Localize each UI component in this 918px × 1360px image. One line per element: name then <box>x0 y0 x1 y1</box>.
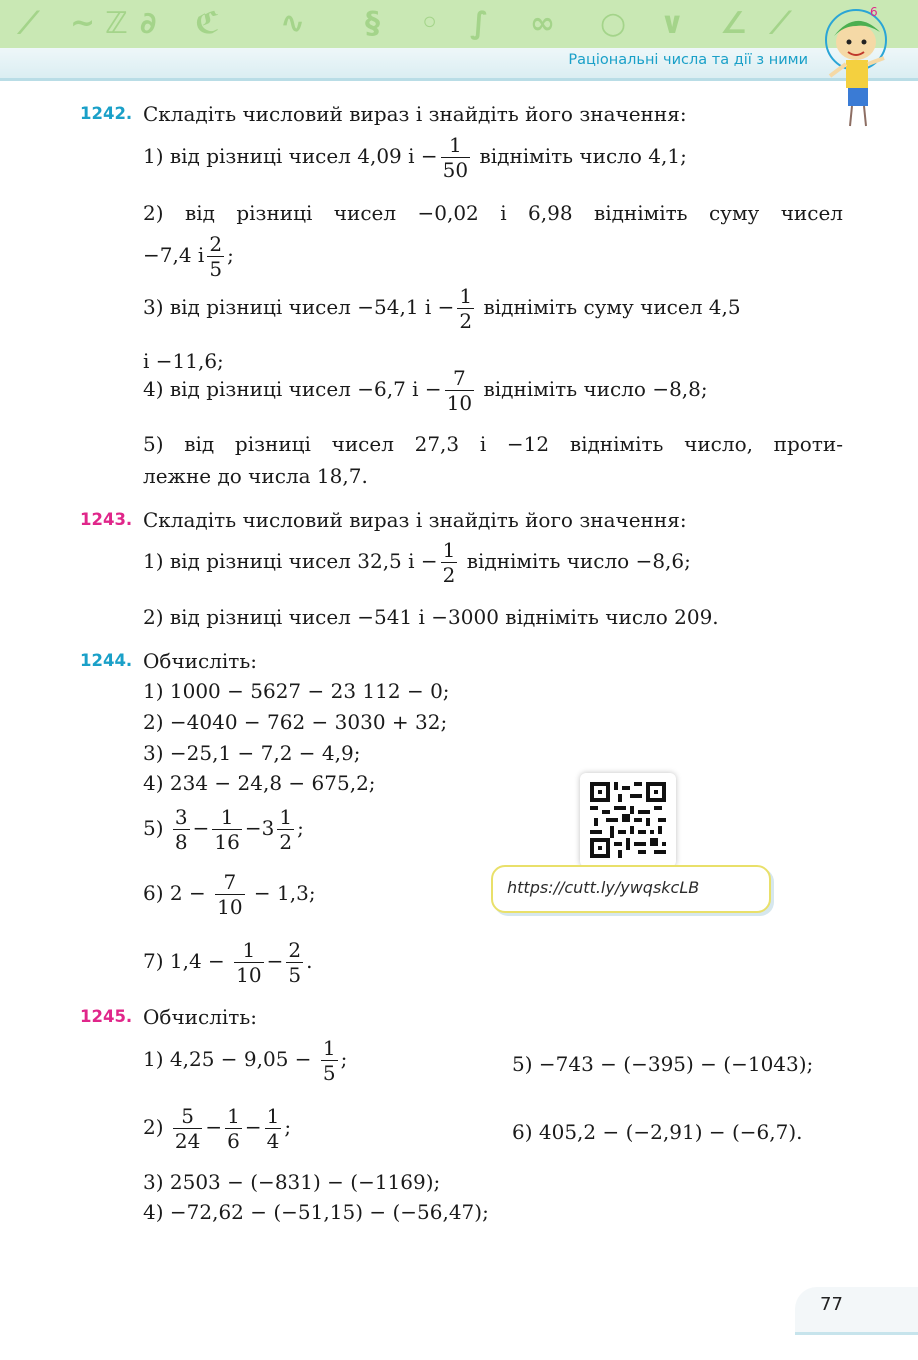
page-number-tab <box>795 1287 918 1335</box>
fraction <box>225 1104 242 1153</box>
exercise-item-cont: лежне до числа 18,7. <box>143 464 368 488</box>
exercise-item: 1) 1000 − 5627 − 23 112 − 0; <box>143 679 450 703</box>
item-text: відніміть число −8,8; <box>483 377 708 401</box>
math-doodle-icon: ℤ <box>105 6 128 41</box>
exercise-item <box>143 366 708 415</box>
exercise-intro: Обчисліть: <box>143 649 257 673</box>
exercise-item: 6) 405,2 − (−2,91) − (−6,7). <box>512 1120 803 1144</box>
operator: − <box>205 1115 223 1139</box>
fraction-denominator: 16 <box>214 830 240 854</box>
qr-link-box[interactable] <box>491 865 771 913</box>
fraction-denominator: 10 <box>217 895 243 919</box>
item-text: 1) 4,25 − 9,05 − <box>143 1047 312 1071</box>
page-number: 77 <box>820 1294 843 1315</box>
fraction-denominator: 8 <box>174 830 188 854</box>
fraction <box>441 133 470 182</box>
operator: −3 <box>244 816 275 840</box>
exercise-number: 1245. <box>80 1007 133 1026</box>
item-text: − 1,3; <box>253 881 316 905</box>
item-text: відніміть суму чисел 4,5 <box>483 295 741 319</box>
exercise-number: 1244. <box>80 651 133 670</box>
exercise-item: 2) −4040 − 762 − 3030 + 32; <box>143 710 448 734</box>
exercise-item: 5) від різниці чисел 27,3 і −12 відніміть число, проти- <box>143 432 843 456</box>
svg-text:6: 6 <box>870 5 878 19</box>
fraction <box>207 232 224 281</box>
fraction-numerator: 1 <box>459 284 473 308</box>
operator: − <box>266 949 284 973</box>
exercise-item <box>143 1104 291 1153</box>
qr-link[interactable]: https://cutt.ly/ywqskcLB <box>507 878 700 897</box>
fraction-numerator: 2 <box>209 232 223 256</box>
header-decorative-band <box>0 0 918 48</box>
boy-mascot-icon <box>818 2 918 132</box>
exercise-item: 3) −25,1 − 7,2 − 4,9; <box>143 741 361 765</box>
fraction-denominator: 2 <box>279 830 293 854</box>
fraction-numerator: 5 <box>181 1104 194 1128</box>
fraction-numerator: 1 <box>220 805 234 829</box>
fraction <box>215 870 244 919</box>
fraction-numerator: 1 <box>227 1104 240 1128</box>
fraction <box>441 538 458 587</box>
exercise-number: 1242. <box>80 104 133 123</box>
fraction-numerator: 2 <box>288 938 302 962</box>
exercise-item <box>143 133 687 182</box>
fraction <box>173 1104 202 1153</box>
exercise-intro: Складіть числовий вираз і знайдіть його значення: <box>143 508 687 532</box>
item-text: 7) 1,4 − <box>143 949 225 973</box>
fraction-numerator: 7 <box>453 366 466 390</box>
exercise-item: 5) −743 − (−395) − (−1043); <box>512 1052 814 1076</box>
chapter-title: Раціональні числа та дії з ними <box>568 52 808 68</box>
qr-code-icon <box>590 782 666 858</box>
exercise-item: 2) від різниці чисел −541 і −3000 відніміть число 209. <box>143 605 719 629</box>
fraction-denominator: 5 <box>288 963 302 987</box>
fraction <box>265 1104 282 1153</box>
fraction-denominator: 4 <box>266 1129 280 1153</box>
item-text: відніміть число 4,1; <box>479 144 687 168</box>
fraction-denominator: 5 <box>209 257 223 281</box>
exercise-intro: Складіть числовий вираз і знайдіть його значення: <box>143 102 687 126</box>
fraction <box>457 284 474 333</box>
exercise-intro: Обчисліть: <box>143 1005 257 1029</box>
fraction-denominator: 24 <box>174 1129 201 1153</box>
math-doodle-icon: ○ <box>600 6 627 41</box>
fraction-numerator: 1 <box>449 133 462 157</box>
exercise-item-cont <box>143 232 234 281</box>
item-text: 6) 2 − <box>143 881 206 905</box>
fraction-numerator: 3 <box>174 805 188 829</box>
fraction <box>445 366 474 415</box>
qr-code-card[interactable] <box>580 773 676 867</box>
item-text: 1) від різниці чисел 32,5 і − <box>143 549 438 573</box>
exercise-item <box>143 805 304 854</box>
item-text: 5) <box>143 816 164 840</box>
item-text: −7,4 і <box>143 243 205 267</box>
fraction-numerator: 1 <box>322 1036 336 1060</box>
exercise-item: 2) від різниці чисел −0,02 і 6,98 відніміть суму чисел <box>143 201 843 225</box>
math-doodle-icon: ∫ <box>470 6 489 41</box>
math-doodle-icon: ∞ <box>530 6 555 41</box>
exercise-item: 4) 234 − 24,8 − 675,2; <box>143 771 376 795</box>
fraction-denominator: 5 <box>322 1061 336 1085</box>
ruler-doodle-icon: ⟋ <box>18 6 39 41</box>
exercise-item <box>143 870 316 919</box>
exercise-item: 4) −72,62 − (−51,15) − (−56,47); <box>143 1200 489 1224</box>
fraction <box>277 805 294 854</box>
fraction-numerator: 1 <box>279 805 293 829</box>
math-doodle-icon: § <box>365 6 380 41</box>
item-text: ; <box>227 243 234 267</box>
operator: − <box>244 1115 262 1139</box>
item-text: відніміть число −8,6; <box>466 549 691 573</box>
math-doodle-icon: ∂ <box>140 6 157 41</box>
exercise-number: 1243. <box>80 510 133 529</box>
item-text: 2) <box>143 1115 164 1139</box>
math-doodle-icon: ∨ <box>660 6 685 41</box>
fraction-numerator: 1 <box>242 938 256 962</box>
operator: − <box>192 816 210 840</box>
math-doodle-icon: ℭ <box>195 6 220 41</box>
item-text: 1) від різниці чисел 4,09 і − <box>143 144 438 168</box>
item-text: ; <box>297 816 304 840</box>
math-doodle-icon: ◦ <box>420 6 440 41</box>
math-doodle-icon: ∿ <box>280 6 306 41</box>
fraction-denominator: 10 <box>446 391 473 415</box>
item-text: 4) від різниці чисел −6,7 і − <box>143 377 442 401</box>
item-text: ; <box>340 1047 348 1071</box>
exercise-item <box>143 538 691 587</box>
exercise-item <box>143 284 741 333</box>
item-text: 3) від різниці чисел −54,1 і − <box>143 295 455 319</box>
fraction <box>212 805 241 854</box>
fraction <box>321 1036 338 1085</box>
fraction <box>286 938 303 987</box>
fraction <box>173 805 190 854</box>
fraction-numerator: 7 <box>223 870 237 894</box>
fraction-denominator: 2 <box>459 309 473 333</box>
fraction-denominator: 2 <box>442 563 456 587</box>
math-doodle-icon: ~ <box>70 6 96 41</box>
fraction-numerator: 1 <box>266 1104 280 1128</box>
math-doodle-icon: ⟋ <box>770 6 791 41</box>
exercise-item: 3) 2503 − (−831) − (−1169); <box>143 1170 441 1194</box>
math-doodle-icon: ∠ <box>720 6 747 41</box>
item-text: . <box>306 949 313 973</box>
fraction-denominator: 10 <box>236 963 262 987</box>
fraction-numerator: 1 <box>442 538 456 562</box>
fraction-denominator: 6 <box>227 1129 240 1153</box>
exercise-item <box>143 1036 347 1085</box>
exercise-item <box>143 938 312 987</box>
item-text: ; <box>284 1115 292 1139</box>
exercise-item-cont: і −11,6; <box>143 349 224 373</box>
fraction <box>234 938 263 987</box>
fraction-denominator: 50 <box>442 158 469 182</box>
